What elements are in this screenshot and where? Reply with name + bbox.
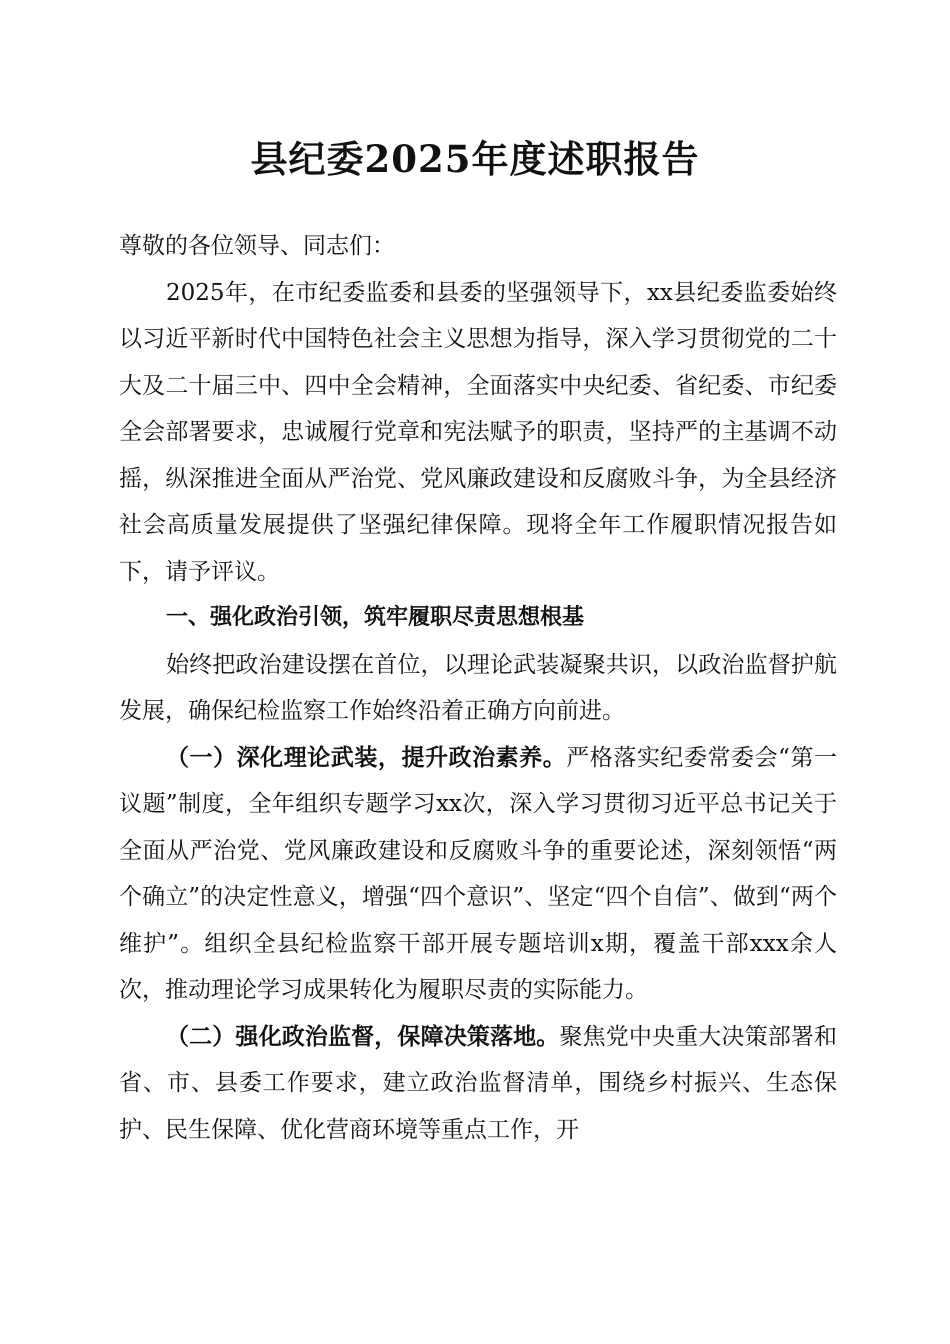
sub-heading-2: （二）强化政治监督，保障决策落地。 xyxy=(166,1022,560,1050)
paragraph-item-1 xyxy=(119,735,837,1014)
salutation: 尊敬的各位领导、同志们： xyxy=(119,233,395,259)
intro-paragraph: 2025年，在市纪委监委和县委的坚强领导下，xx县纪委监委始终以习近平新时代中国特色社会主义思想为指导，深入学习贯彻党的二十大及二十届三中、四中全会精神，全面落实中央纪委、省纪委、市纪委全会部署要求，忠诚履行党章和宪法赋予的职责，坚持严的主基调不动摇，纵深推进全面从严治党、党风廉政建设和反腐败斗争，为全县经济社会高质量发展提供了坚强纪律保障。现将全年工作履职情况报告如下，请予评议。 xyxy=(119,279,837,585)
sub-heading-1: （一）深化理论武装，提升政治素养。 xyxy=(166,743,567,771)
section-summary-1: 始终把政治建设摆在首位，以理论武装凝聚共识，以政治监督护航发展，确保纪检监察工作始终沿着正确方向前进。 xyxy=(119,651,837,724)
paragraph-item-2-text: 聚焦党中央重大决策部署和省、市、县委工作要求，建立政治监督清单，围绕乡村振兴、生态保护、民生保障、优化营商环境等重点工作，开 xyxy=(119,1023,838,1143)
document-title: 县纪委2025年度述职报告 xyxy=(250,137,700,181)
document-body xyxy=(119,223,837,1153)
paragraph-item-1-text: 严格落实纪委常委会“第一议题”制度，全年组织专题学习xx次，深入学习贯彻习近平总书记关于全面从严治党、党风廉政建设和反腐败斗争的重要论述，深刻领悟“两个确立”的决定性意义，增强“四个意识”、坚定“四个自信”、做到“两个维护”。组织全县纪检监察干部开展专题培训x期，覆盖干部xxx余人次，推动理论学习成果转化为履职尽责的实际能力。 xyxy=(119,744,837,1003)
section-heading-1: 一、强化政治引领，筑牢履职尽责思想根基 xyxy=(166,605,585,630)
paragraph-item-2 xyxy=(119,1014,837,1154)
